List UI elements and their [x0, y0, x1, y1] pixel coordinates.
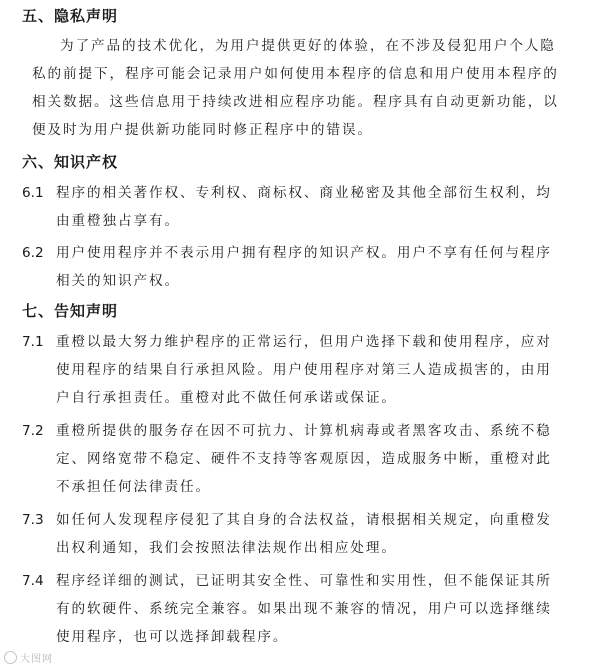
item-number: 7.3	[22, 512, 44, 528]
watermark	[4, 650, 53, 665]
section-heading-notice: 七、告知声明	[22, 302, 119, 320]
section-heading-ip: 六、知识产权	[22, 153, 119, 171]
item-text: 用户使用程序并不表示用户拥有程序的知识产权。用户不享有任何与程序相关的知识产权。	[56, 245, 552, 289]
item-number: 7.4	[22, 573, 44, 589]
item-text: 如任何人发现程序侵犯了其自身的合法权益，请根据相关规定，向重橙发出权利通知，我们会按照法律法规作出相应处理。	[56, 512, 552, 556]
watermark-logo-icon	[4, 651, 17, 664]
item-number: 7.2	[22, 423, 44, 439]
item-number: 6.1	[22, 185, 44, 201]
item-number: 6.2	[22, 245, 44, 261]
privacy-paragraph: 为了产品的技术优化，为用户提供更好的体验，在不涉及侵犯用户个人隐私的前提下，程序可能会记录用户如何使用本程序的信息和用户使用本程序的相关数据。这些信息用于持续改进相应程序功能。程序具有自动更新功能，以便及时为用户提供新功能同时修正程序中的错误。	[32, 38, 559, 138]
item-text: 程序的相关著作权、专利权、商标权、商业秘密及其他全部衍生权利，均由重橙独占享有。	[56, 185, 552, 229]
item-text: 重橙所提供的服务存在因不可抗力、计算机病毒或者黑客攻击、系统不稳定、网络宽带不稳定、硬件不支持等客观原因，造成服务中断，重橙对此不承担任何法律责任。	[56, 423, 552, 495]
section-heading-privacy: 五、隐私声明	[22, 7, 119, 25]
item-number: 7.1	[22, 334, 44, 350]
watermark-text: 大图网	[20, 654, 53, 665]
item-text: 程序经详细的测试，已证明其安全性、可靠性和实用性，但不能保证其所有的软硬件、系统完全兼容。如果出现不兼容的情况，用户可以选择继续使用程序，也可以选择卸载程序。	[56, 573, 552, 645]
item-text: 重橙以最大努力维护程序的正常运行，但用户选择下载和使用程序，应对使用程序的结果自行承担风险。用户使用程序对第三人造成损害的，由用户自行承担责任。重橙对此不做任何承诺或保证。	[56, 334, 552, 406]
